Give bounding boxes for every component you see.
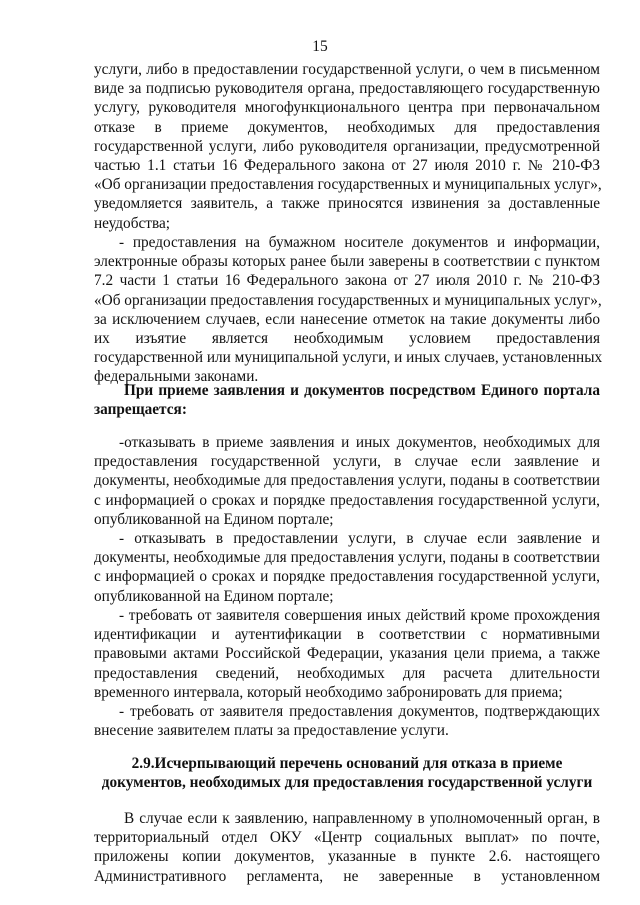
text-line: услуги, либо в предоставлении государственной услуги, о чем в письменном — [94, 61, 600, 78]
text-line: частью 1.1 статьи 16 Федерального закона от 27 июля 2010 г. № 210-ФЗ — [94, 156, 600, 174]
text-line: внесение заявителем платы за предоставление услуги. — [94, 722, 449, 740]
text-line: предоставления сведений, необходимых для расчета длительности — [94, 664, 600, 682]
section-heading-portal — [94, 381, 600, 419]
paragraph-refuse-service — [94, 529, 600, 606]
heading-line: запрещается: — [94, 401, 187, 419]
text-line: государственной услуги, либо руководителя организации, предусмотренной — [94, 137, 600, 155]
text-line: - отказывать в предоставлении услуги, в случае если заявление и — [119, 530, 600, 547]
text-line: виде за подписью руководителя органа, предоставляющего государственную — [94, 80, 600, 98]
text-line: опубликованной на Едином портале; — [94, 510, 334, 528]
text-line: неудобства; — [94, 214, 171, 232]
heading-line: При приеме заявления и документов посредством Единого портала — [124, 382, 600, 399]
text-line: предоставления государственной услуги, в случае если заявление и — [94, 453, 600, 471]
text-line: В случае если к заявлению, направленному в уполномоченный орган, в — [124, 810, 600, 827]
page-number: 15 — [312, 38, 328, 55]
text-line: - требовать от заявителя предоставления документов, подтверждающих — [119, 703, 600, 720]
paragraph-refusal-grounds — [94, 809, 600, 886]
paragraph-require-payment — [94, 702, 600, 740]
text-line: - требовать от заявителя совершения иных действий кроме прохождения — [119, 607, 600, 624]
text-line: правовыми актами Российской Федерации, указания цели приема, а также — [94, 645, 600, 663]
text-line: уведомляется заявитель, а также приносятся извинения за доставленные — [94, 195, 600, 213]
text-line: с информацией о сроках и порядке предоставления государственной услуги, — [94, 568, 600, 586]
text-line: приложены копии документов, указанные в пункте 2.6. настоящего — [94, 848, 600, 866]
text-line: 7.2 части 1 статьи 16 Федерального закона от 27 июля 2010 г. № 210-ФЗ — [94, 272, 600, 290]
text-line: территориальный отдел ОКУ «Центр социальных выплат» по почте, — [94, 829, 600, 847]
paragraph-require-actions — [94, 606, 600, 702]
paragraph-paper-documents — [94, 233, 603, 387]
section-heading-2-9 — [94, 754, 600, 792]
text-line: опубликованной на Едином портале; — [94, 587, 334, 605]
text-line: с информацией о сроках и порядке предоставления государственной услуги, — [94, 491, 600, 509]
text-line: федеральными законами. — [94, 368, 259, 386]
text-line: документы, необходимые для предоставления услуги, поданы в соответствии — [94, 549, 600, 567]
paragraph-continuation — [94, 60, 600, 233]
paragraph-refuse-acceptance — [94, 433, 600, 529]
text-line: услугу, руководителя многофункционального центра при первоначальном — [94, 99, 600, 117]
heading-line: 2.9.Исчерпывающий перечень оснований для отказа в приеме — [131, 755, 563, 772]
text-line: - предоставления на бумажном носителе документов и информации, — [119, 234, 600, 251]
text-line: за исключением случаев, если нанесение отметок на такие документы либо — [94, 310, 600, 328]
text-line: «Об организации предоставления государственных и муниципальных услуг», — [94, 176, 602, 194]
text-line: электронные образы которых ранее были заверены в соответствии с пунктом — [94, 253, 600, 271]
text-line: -отказывать в приеме заявления и иных документов, необходимых для — [119, 434, 600, 451]
text-line: временного интервала, который необходимо забронировать для приема; — [94, 683, 563, 701]
text-line: документы, необходимые для предоставления услуги, поданы в соответствии — [94, 472, 600, 490]
text-line: Административного регламента, не заверенные в установленном — [94, 867, 600, 885]
text-line: их изъятие является необходимым условием предоставления — [94, 329, 600, 347]
text-line: идентификации и аутентификации в соответствии с нормативными — [94, 626, 600, 644]
text-line: отказе в приеме документов, необходимых для предоставления — [94, 118, 600, 136]
text-line: государственной или муниципальной услуги, и иных случаев, установленных — [94, 349, 603, 367]
heading-line: документов, необходимых для предоставления государственной услуги — [101, 774, 593, 792]
text-line: «Об организации предоставления государственных и муниципальных услуг», — [94, 291, 602, 309]
